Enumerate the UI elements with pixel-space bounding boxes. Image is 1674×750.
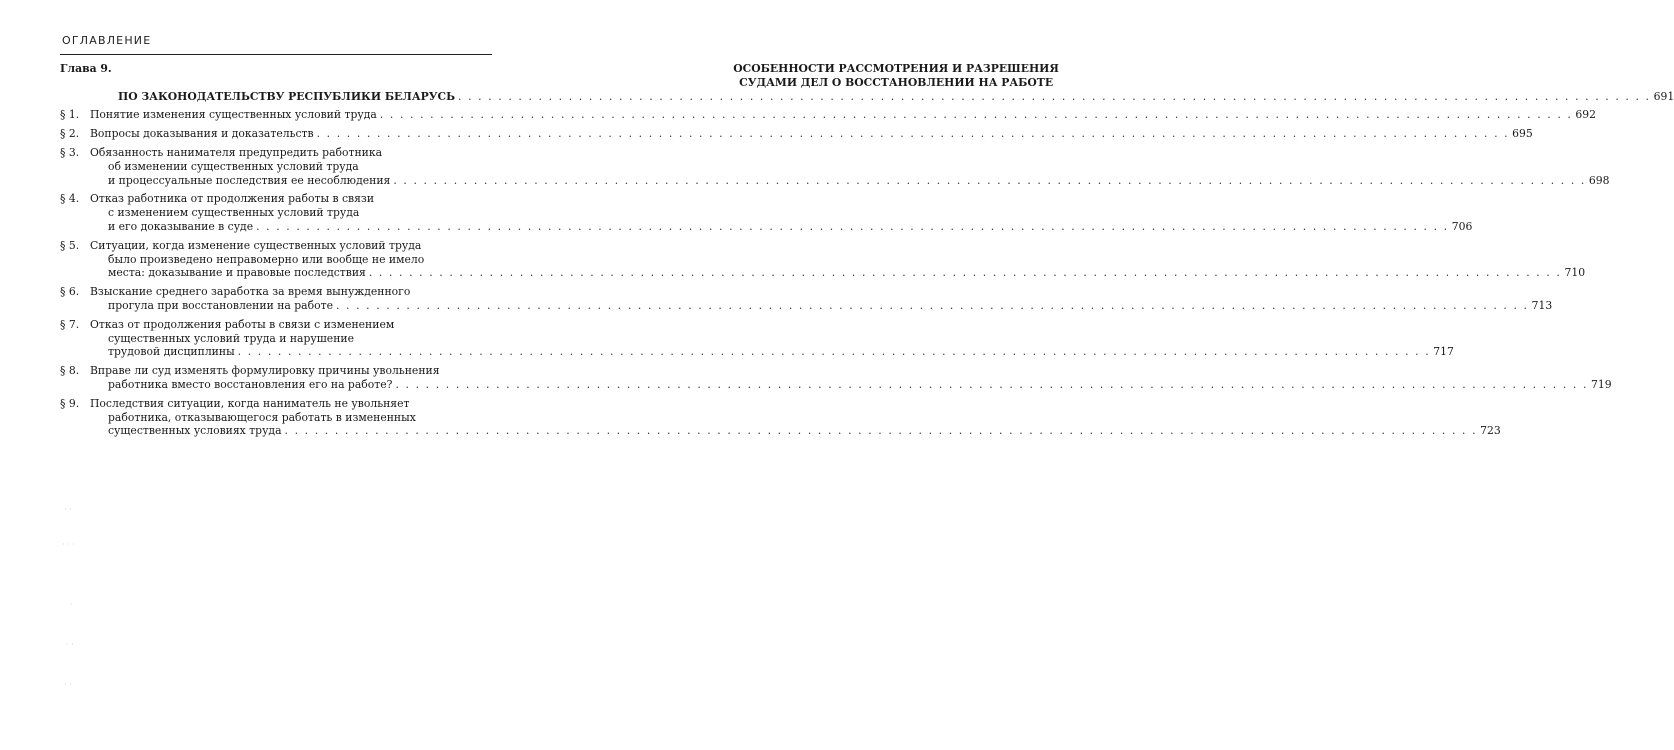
- page-number: 692: [1575, 108, 1597, 122]
- dot-leader: [253, 220, 1452, 234]
- dot-leader: [333, 299, 1532, 313]
- toc-chapter-9[interactable]: [60, 62, 1674, 103]
- section-title-line: Ситуации, когда изменение существенных условий труда: [90, 238, 422, 252]
- section-title-text: трудовой дисциплины: [108, 345, 235, 359]
- toc-section-2[interactable]: [60, 127, 1533, 141]
- scan-artifact: ·: [70, 600, 73, 609]
- section-title-last-line: [90, 378, 1612, 392]
- chapter-number: Глава 9.: [60, 62, 112, 75]
- section-title-line: Последствия ситуации, когда наниматель не увольняет: [90, 396, 410, 410]
- section-title-line: Обязанность нанимателя предупредить работника: [90, 145, 383, 159]
- section-number: § 4.: [60, 192, 80, 206]
- chapter-title-text: ПО ЗАКОНОДАТЕЛЬСТВУ РЕСПУБЛИКИ БЕЛАРУСЬ: [118, 89, 455, 103]
- section-title: [90, 146, 1610, 187]
- section-number: § 5.: [60, 238, 80, 252]
- toc-section-6[interactable]: [60, 285, 1553, 313]
- running-title: ОГЛАВЛЕНИЕ: [62, 34, 152, 47]
- section-title-last-line: [90, 127, 1533, 141]
- section-title-last-line: [90, 220, 1472, 234]
- section-number: § 6.: [60, 285, 80, 299]
- table-of-contents: [60, 62, 1674, 443]
- section-title-line: Вправе ли суд изменять формулировку причины увольнения: [90, 364, 440, 378]
- scan-artifact: · ·: [66, 640, 74, 649]
- section-title: [90, 364, 1612, 392]
- section-title: [90, 318, 1454, 359]
- toc-section-1[interactable]: [60, 108, 1597, 122]
- dot-leader: [235, 345, 1434, 359]
- dot-leader: [366, 266, 1565, 280]
- dot-leader: [314, 127, 1513, 141]
- section-title-last-line: [90, 108, 1596, 122]
- section-title-text: существенных условиях труда: [108, 424, 282, 438]
- scan-artifact: · · ·: [62, 540, 75, 549]
- toc-section-7[interactable]: [60, 317, 1454, 359]
- chapter-title: [118, 62, 1674, 103]
- toc-section-3[interactable]: [60, 145, 1610, 187]
- section-title: [90, 127, 1533, 141]
- dot-leader: [377, 108, 1576, 122]
- page-number: 719: [1591, 377, 1612, 391]
- section-title-text: прогула при восстановлении на работе: [108, 298, 333, 312]
- section-title-text: Понятие изменения существенных условий труда: [90, 108, 377, 122]
- section-title-last-line: [90, 299, 1552, 313]
- section-title-text: и процессуальные последствия ее несоблюдения: [108, 173, 391, 187]
- dot-leader: [392, 378, 1591, 392]
- section-number: § 2.: [60, 127, 80, 141]
- toc-section-8[interactable]: [60, 364, 1612, 392]
- section-title: [90, 192, 1472, 233]
- section-title-line: Отказ от продолжения работы в связи с изменением: [90, 317, 395, 331]
- scan-artifact: · ·: [64, 505, 72, 514]
- page-number: 698: [1588, 173, 1610, 187]
- header-rule: [60, 54, 492, 55]
- section-number: § 7.: [60, 317, 80, 331]
- section-number: § 1.: [60, 108, 80, 122]
- section-title-last-line: [90, 266, 1585, 280]
- page-number: 717: [1433, 345, 1454, 359]
- section-title-line: об изменении существенных условий труда: [108, 159, 359, 173]
- page-number: 695: [1512, 127, 1533, 141]
- section-title: [90, 285, 1552, 313]
- dot-leader: [390, 174, 1589, 188]
- section-title: [90, 397, 1501, 438]
- chapter-title-line: ОСОБЕННОСТИ РАССМОТРЕНИЯ И РАЗРЕШЕНИЯ: [733, 62, 1059, 75]
- chapter-title-line: СУДАМИ ДЕЛ О ВОССТАНОВЛЕНИИ НА РАБОТЕ: [739, 75, 1054, 89]
- toc-section-9[interactable]: [60, 396, 1501, 438]
- chapter-title-last-line: [118, 90, 1674, 104]
- section-title-last-line: [90, 174, 1610, 188]
- page-number: 691: [1653, 89, 1674, 103]
- section-title-last-line: [90, 424, 1501, 438]
- page-number: 723: [1480, 424, 1501, 438]
- section-title-line: Отказ работника от продолжения работы в связи: [90, 192, 375, 206]
- dot-leader: [282, 424, 1481, 438]
- scan-artifact: · ·: [64, 680, 72, 689]
- page-number: 713: [1531, 298, 1553, 312]
- toc-section-5[interactable]: [60, 238, 1586, 280]
- section-title-text: места: доказывание и правовые последствия: [108, 266, 366, 280]
- page-number: 706: [1451, 219, 1473, 233]
- section-number: § 3.: [60, 145, 80, 159]
- section-title-line: Взыскание среднего заработка за время вынужденного: [90, 285, 411, 299]
- section-title-text: и его доказывание в суде: [108, 219, 254, 233]
- section-title-line: было произведено неправомерно или вообще не имело: [108, 252, 425, 266]
- section-title-line: существенных условий труда и нарушение: [108, 331, 354, 345]
- section-title-line: с изменением существенных условий труда: [108, 206, 360, 220]
- section-number: § 9.: [60, 396, 80, 410]
- section-title-last-line: [90, 345, 1454, 359]
- section-number: § 8.: [60, 364, 80, 378]
- toc-section-4[interactable]: [60, 192, 1473, 233]
- page-number: 710: [1564, 266, 1586, 280]
- dot-leader: [455, 90, 1654, 104]
- section-title-line: работника, отказывающегося работать в измененных: [108, 410, 416, 424]
- section-title-text: работника вместо восстановления его на работе?: [108, 377, 393, 391]
- section-title: [90, 108, 1596, 122]
- section-title: [90, 239, 1585, 280]
- section-title-text: Вопросы доказывания и доказательств: [90, 127, 314, 141]
